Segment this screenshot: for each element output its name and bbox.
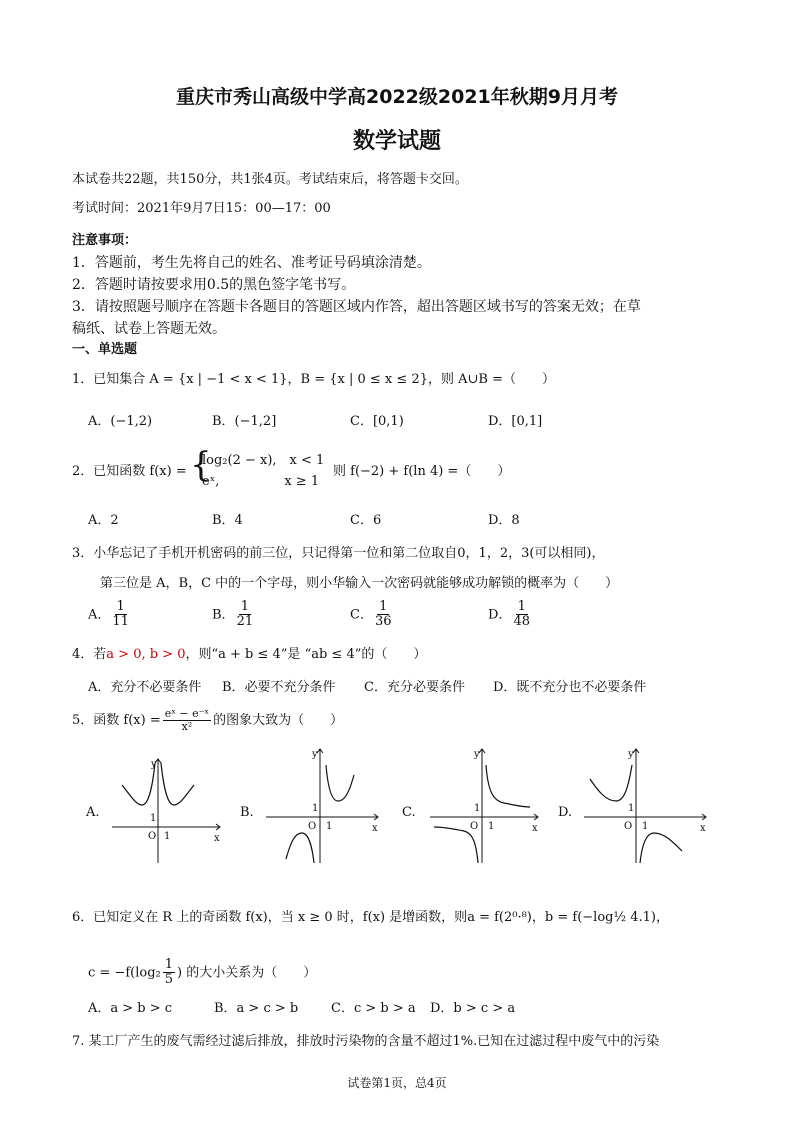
q5-graph-c — [426, 745, 542, 867]
q6-line-2-pre: c = −f(log₂ — [88, 965, 161, 981]
graph-d-origin: O — [624, 821, 633, 832]
q5-num: eˣ − e⁻ˣ — [164, 707, 210, 720]
q3-option-b-label: B． — [212, 607, 235, 623]
q1-option-a[interactable]: A．(−1,2) — [88, 414, 153, 429]
q4-condition: a > 0, b > 0 — [106, 647, 186, 662]
q5-label-d[interactable]: D. — [558, 805, 573, 820]
q1-option-b[interactable]: B．(−1,2] — [212, 414, 277, 429]
graph-b-one-y: 1 — [312, 803, 319, 814]
q2-case-1: log₂(2 − x), x < 1 — [202, 453, 325, 468]
q2-option-d[interactable]: D．8 — [488, 513, 520, 528]
graph-c-one-y: 1 — [474, 803, 481, 814]
q2-option-a[interactable]: A．2 — [88, 513, 119, 528]
q3-option-c-num: 1 — [379, 599, 388, 614]
q6-b-expr: b = f(−log½ 4.1) — [544, 910, 656, 925]
q6-option-d[interactable]: D．b > c > a — [430, 1001, 516, 1016]
graph-a-x-label: x — [214, 833, 220, 844]
q3-option-d-label: D． — [488, 607, 512, 623]
notes-item-3b: 稿纸、试卷上答题无效。 — [72, 321, 226, 337]
q1-option-c[interactable]: C．[0,1) — [350, 414, 404, 429]
notes-item-1: 1．答题前，考生先将自己的姓名、准考证号码填涂清楚。 — [72, 255, 431, 271]
q5-label-a[interactable]: A. — [86, 805, 100, 820]
q5-den: x² — [181, 720, 193, 734]
graph-a-curve-right — [161, 763, 194, 805]
q3-option-a-label: A． — [88, 607, 111, 623]
notes-item-3a: 3．请按照题号顺序在答题卡各题目的答题区域内作答，超出答题区域书写的答案无效；在草 — [72, 299, 641, 315]
q6-line-1 — [72, 906, 669, 925]
graph-b-x-label: x — [372, 823, 378, 834]
q2-prefix: 2．已知函数 f(x) = — [72, 464, 187, 479]
graph-c-curve-right — [486, 765, 530, 807]
section-heading: 一、单选题 — [72, 342, 138, 357]
graph-b-one-x: 1 — [326, 821, 333, 832]
graph-b-curve-right — [326, 765, 354, 801]
q5-graph-b — [262, 745, 382, 867]
graph-d-x-label: x — [700, 823, 706, 834]
q3-option-b-fraction — [237, 600, 254, 630]
q6-option-b[interactable]: B．a > c > b — [214, 1001, 299, 1016]
q1-option-d[interactable]: D．[0,1] — [488, 414, 543, 429]
q6-fraction-den: 5 — [164, 972, 174, 988]
q3-option-a-den: 11 — [112, 614, 129, 630]
graph-b-origin: O — [308, 821, 317, 832]
q2-option-b[interactable]: B．4 — [212, 513, 243, 528]
q6-sep: ， — [531, 910, 545, 925]
q6-fraction-num: 1 — [164, 957, 174, 972]
graph-c-one-x: 1 — [488, 821, 495, 832]
graph-d-y-label: y — [628, 749, 634, 760]
q6-line-2-post: ) 的大小关系为（ ） — [177, 965, 317, 981]
subject-title: 数学试题 — [352, 129, 441, 154]
q4-option-b[interactable]: B．必要不充分条件 — [222, 680, 336, 695]
q3-option-a-fraction — [112, 600, 129, 630]
exam-title: 重庆市秀山高级中学高2022级2021年秋期9月月考 — [176, 86, 618, 108]
q5-fraction — [163, 708, 211, 733]
page-footer: 试卷第1页，总4页 — [347, 1076, 447, 1090]
q4-option-d[interactable]: D．既不充分也不必要条件 — [493, 680, 647, 695]
q2-option-c[interactable]: C．6 — [350, 513, 382, 528]
q3-option-d-den: 48 — [513, 614, 530, 630]
graph-d-curve-right — [640, 833, 682, 863]
graph-b-curve-left — [286, 833, 314, 863]
graph-d-one-x: 1 — [642, 821, 649, 832]
q3-option-a-num: 1 — [116, 599, 125, 614]
q4-pre: 4．若 — [72, 647, 107, 662]
q3-option-b[interactable] — [212, 600, 255, 630]
graph-c-origin: O — [470, 821, 479, 832]
q3-option-b-num: 1 — [240, 599, 249, 614]
q7-line-1: 7. 某工厂产生的废气需经过滤后排放，排放时污染物的含量不超过1%.已知在过滤过程中废气中的污染 — [72, 1034, 660, 1049]
q1-stem: 1．已知集合 A = {x | −1 < x < 1}，B = {x | 0 ≤ x ≤ 2}，则 A∪B =（ ） — [72, 372, 555, 387]
graph-d-one-y: 1 — [628, 803, 635, 814]
q3-option-d-num: 1 — [517, 599, 526, 614]
q3-option-a[interactable] — [88, 600, 131, 630]
q3-option-d-fraction — [513, 600, 530, 630]
q2-suffix: 则 f(−2) + f(ln 4) =（ ） — [333, 464, 511, 479]
graph-a-one-x: 1 — [164, 831, 171, 842]
graph-c-x-label: x — [532, 823, 538, 834]
q6-a-expr: a = f(2⁰·⁸) — [467, 910, 532, 925]
intro-line-2: 考试时间：2021年9月7日15：00—17：00 — [72, 201, 331, 216]
q3-option-d[interactable] — [488, 600, 532, 630]
q3-option-b-den: 21 — [236, 614, 254, 630]
q4-stem — [72, 643, 426, 662]
notes-heading: 注意事项： — [72, 233, 138, 248]
q6-comma: ， — [655, 910, 669, 925]
q5-label-c[interactable]: C. — [402, 805, 416, 820]
q3-option-c-label: C． — [350, 607, 373, 623]
q6-line-1-pre: 6．已知定义在 R 上的奇函数 f(x)，当 x ≥ 0 时，f(x) 是增函数，则 — [72, 910, 468, 925]
q6-line-2 — [88, 958, 316, 988]
q6-option-a[interactable]: A．a > b > c — [88, 1001, 173, 1016]
intro-line-1: 本试卷共22题，共150分，共1张4页。考试结束后，将答题卡交回。 — [72, 172, 468, 187]
q5-graph-a — [108, 755, 224, 867]
q5-stem — [72, 708, 343, 733]
graph-a-one-y: 1 — [150, 813, 157, 824]
q3-line-2: 第三位是 A，B，C 中的一个字母，则小华输入一次密码就能够成功解锁的概率为（ ） — [100, 576, 619, 591]
graph-a-origin: O — [148, 831, 157, 842]
graph-d-curve-left — [590, 765, 632, 801]
q3-option-c[interactable] — [350, 600, 394, 630]
q4-option-c[interactable]: C．充分必要条件 — [364, 680, 465, 695]
q3-line-1: 3．小华忘记了手机开机密码的前三位，只记得第一位和第二位取自0，1，2，3(可以相同)， — [72, 546, 605, 561]
q6-fraction — [163, 958, 175, 988]
q3-option-c-den: 36 — [374, 614, 392, 630]
graph-c-y-label: y — [474, 749, 480, 760]
q5-graph-d — [580, 745, 710, 867]
q4-post: ，则“a + b ≤ 4”是 “ab ≤ 4”的（ ） — [185, 647, 427, 662]
q5-pre: 5．函数 f(x) = — [72, 713, 161, 729]
q4-option-a[interactable]: A．充分不必要条件 — [88, 680, 202, 695]
q5-label-b[interactable]: B. — [240, 805, 254, 820]
q3-option-c-fraction — [375, 600, 392, 630]
graph-a-y-label: y — [151, 759, 157, 770]
q6-option-c[interactable]: C．c > b > a — [331, 1001, 416, 1016]
q2-brace: { — [190, 445, 212, 485]
graph-c-curve-left — [434, 827, 478, 863]
q2-case-2: eˣ, x ≥ 1 — [202, 474, 320, 489]
q5-post: 的图象大致为（ ） — [213, 713, 344, 729]
notes-item-2: 2．答题时请按要求用0.5的黑色签字笔书写。 — [72, 277, 356, 293]
graph-b-y-label: y — [312, 749, 318, 760]
